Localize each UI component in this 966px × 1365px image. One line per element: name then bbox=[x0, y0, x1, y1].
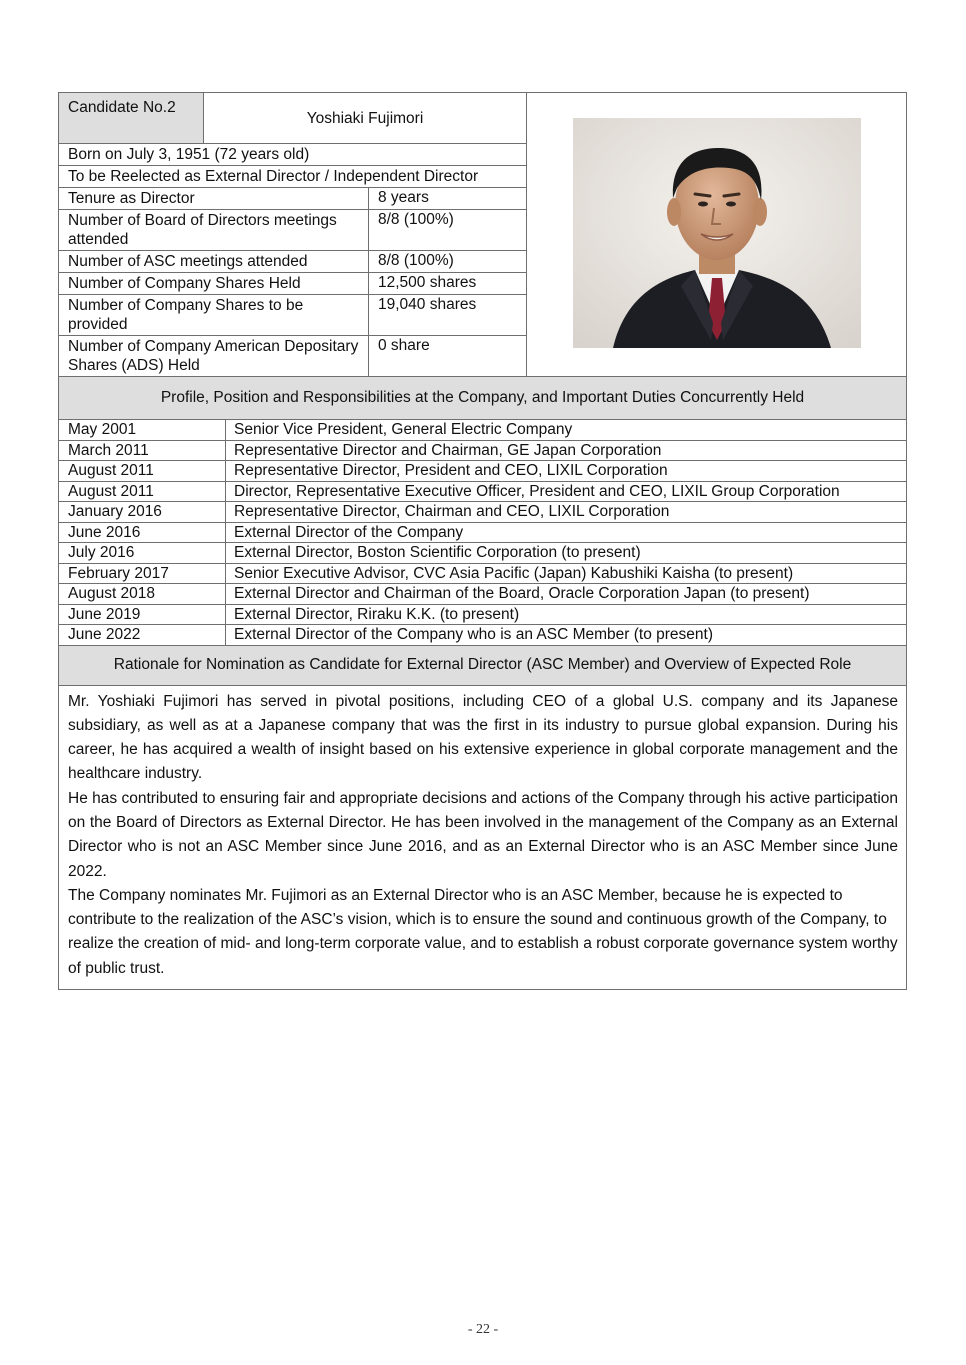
career-table bbox=[59, 420, 906, 646]
career-row bbox=[59, 461, 906, 482]
career-row bbox=[59, 420, 906, 441]
fact-value: 12,500 shares bbox=[378, 274, 477, 291]
fact-label: Number of ASC meetings attended bbox=[59, 251, 369, 272]
candidate-name: Yoshiaki Fujimori bbox=[306, 109, 424, 127]
career-date: August 2018 bbox=[59, 584, 226, 604]
rationale-heading: Rationale for Nomination as Candidate for External Director (ASC Member) and Overview of Expected Role bbox=[59, 646, 906, 686]
rationale-paragraph: He has contributed to ensuring fair and appropriate decisions and actions of the Company through his active participation on the Board of Directors as External Director. He has been involved in the management of the Company as an External Director who is not an ASC Member since June 2016, and as an External Director who is an ASC Member since June 2022. bbox=[68, 789, 898, 880]
career-description: Director, Representative Executive Officer, President and CEO, LIXIL Group Corporation bbox=[234, 482, 840, 500]
rationale-paragraph: Mr. Yoshiaki Fujimori has served in pivotal positions, including CEO of a global U.S. company and its Japanese subsidiary, as well as at a Japanese company that was the first in its industry to pursue global expansion. During his career, he has acquired a wealth of insight based on his extensive experience in global corporate management and the healthcare industry. bbox=[68, 692, 898, 783]
career-row bbox=[59, 584, 906, 605]
career-row bbox=[59, 502, 906, 523]
career-description: Representative Director and Chairman, GE Japan Corporation bbox=[234, 441, 662, 459]
career-date: January 2016 bbox=[59, 502, 226, 522]
career-description: Representative Director, President and CEO, LIXIL Corporation bbox=[234, 462, 668, 479]
election-status: To be Reelected as External Director / Independent Director bbox=[68, 168, 479, 185]
fact-label: Tenure as Director bbox=[59, 188, 369, 209]
rationale-paragraph: The Company nominates Mr. Fujimori as an External Director who is an ASC Member, because he is expected to contribute to the realization of the ASC’s vision, which is to ensure the sound and continuous growth of the Company, to realize the creation of mid- and long-term corporate value, and to establish a robust corporate governance system worthy of public trust. bbox=[68, 886, 898, 977]
career-description: External Director, Riraku K.K. (to present) bbox=[234, 605, 520, 623]
career-date: February 2017 bbox=[59, 564, 226, 584]
career-date: August 2011 bbox=[59, 482, 226, 502]
career-description: External Director, Boston Scientific Corporation (to present) bbox=[234, 544, 641, 561]
career-row bbox=[59, 543, 906, 564]
fact-label: Number of Company Shares Held bbox=[59, 273, 369, 294]
fact-value: 8 years bbox=[378, 189, 429, 206]
career-date: July 2016 bbox=[59, 543, 226, 563]
candidate-header bbox=[59, 93, 906, 377]
fact-value: 8/8 (100%) bbox=[378, 211, 454, 228]
fact-label: Number of Board of Directors meetings attended bbox=[59, 210, 369, 250]
career-row bbox=[59, 625, 906, 645]
career-description: Senior Vice President, General Electric Company bbox=[234, 421, 573, 438]
career-description: External Director and Chairman of the Board, Oracle Corporation Japan (to present) bbox=[234, 585, 810, 602]
birth-date: Born on July 3, 1951 (72 years old) bbox=[68, 146, 310, 163]
career-description: Senior Executive Advisor, CVC Asia Pacific (Japan) Kabushiki Kaisha (to present) bbox=[234, 564, 794, 582]
career-date: May 2001 bbox=[59, 420, 226, 440]
career-row bbox=[59, 605, 906, 626]
career-date: June 2022 bbox=[59, 625, 226, 645]
career-description: External Director of the Company who is an ASC Member (to present) bbox=[234, 626, 713, 643]
candidate-info bbox=[59, 93, 527, 376]
career-date: June 2016 bbox=[59, 523, 226, 543]
career-description: Representative Director, Chairman and CEO, LIXIL Corporation bbox=[234, 503, 670, 520]
fact-label: Number of Company American Depositary Shares (ADS) Held bbox=[59, 336, 369, 376]
career-row bbox=[59, 441, 906, 462]
portrait-cell bbox=[527, 93, 906, 376]
career-description: External Director of the Company bbox=[234, 523, 464, 541]
fact-value: 8/8 (100%) bbox=[378, 252, 454, 269]
career-row bbox=[59, 523, 906, 544]
fact-value: 19,040 shares bbox=[378, 296, 477, 313]
candidate-sheet bbox=[58, 92, 907, 990]
rationale-text bbox=[59, 686, 906, 990]
page-number: - 22 - bbox=[467, 1322, 499, 1337]
fact-label: Number of Company Shares to be provided bbox=[59, 295, 369, 335]
fact-value: 0 share bbox=[378, 337, 430, 354]
career-heading: Profile, Position and Responsibilities at the Company, and Important Duties Concurrently Held bbox=[59, 377, 906, 420]
career-date: August 2011 bbox=[59, 461, 226, 481]
career-date: June 2019 bbox=[59, 605, 226, 625]
career-date: March 2011 bbox=[59, 441, 226, 461]
candidate-number: Candidate No.2 bbox=[59, 93, 204, 143]
candidate-portrait bbox=[573, 118, 861, 348]
career-row bbox=[59, 564, 906, 585]
career-row bbox=[59, 482, 906, 503]
